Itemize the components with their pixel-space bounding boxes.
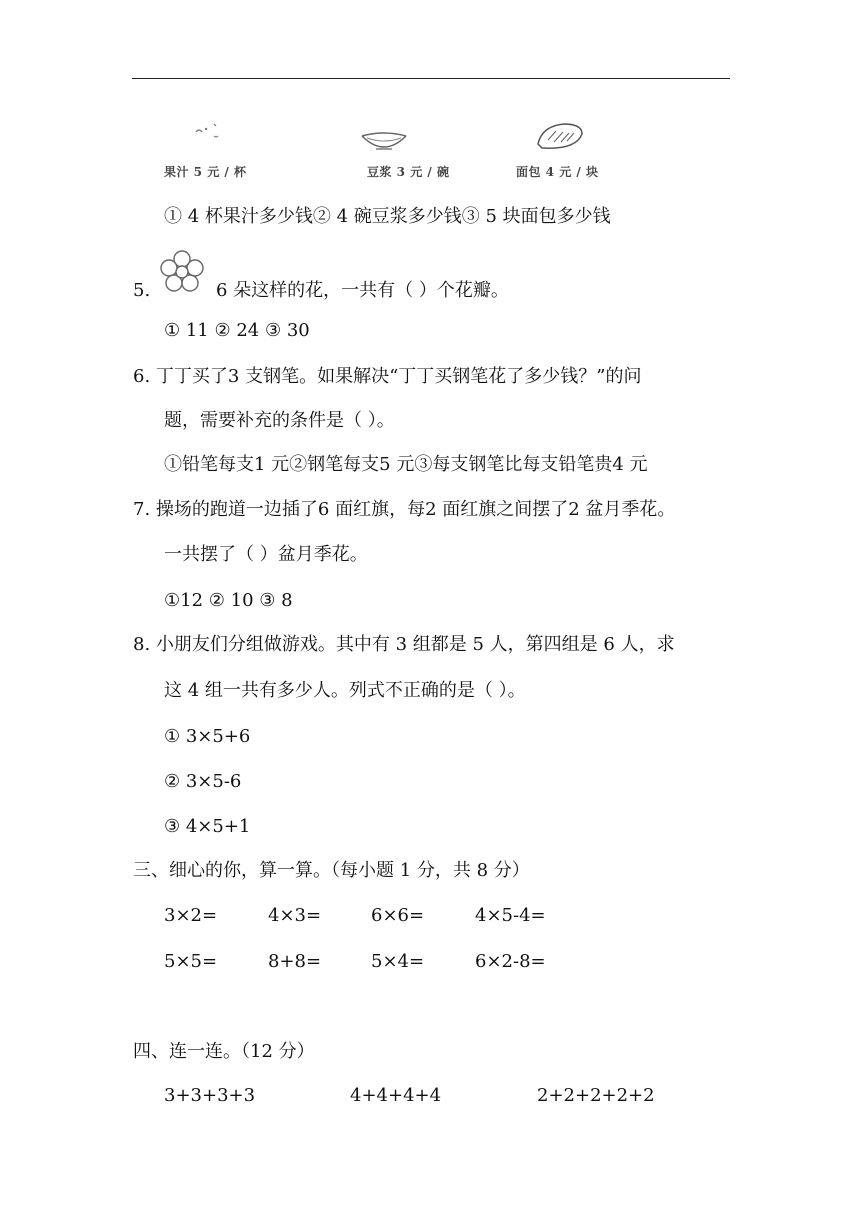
section3-title: 三、细心的你，算一算。（每小题 1 分，共 8 分） [133,860,530,881]
section4-title: 四、连一连。（12 分） [133,1041,315,1062]
food-caption-bread: 面包 4 元 / 块 [516,165,599,179]
q7-line1: 7. 操场的跑道一边插了6 面红旗，每2 面红旗之间摆了2 盆月季花。 [133,499,676,520]
calc-item: 3×2= [164,905,218,926]
match-item: 3+3+3+3 [164,1085,256,1106]
bread-icon [534,120,586,154]
q5-number: 5. [133,280,151,301]
q6-options: ①铅笔每支1 元②钢笔每支5 元③每支钢笔比每支铅笔贵4 元 [164,454,648,475]
q4-options: ① 4 杯果汁多少钱② 4 碗豆浆多少钱③ 5 块面包多少钱 [164,206,611,227]
q8-line2: 这 4 组一共有多少人。列式不正确的是（ ）。 [164,680,526,701]
q6-line2: 题，需要补充的条件是（ ）。 [164,410,395,431]
juice-icon [190,118,230,148]
q7-options: ①12 ② 10 ③ 8 [164,590,293,611]
calc-item: 6×2-8= [475,951,546,972]
calc-item: 5×4= [371,951,425,972]
q8-option-1: ① 3×5+6 [164,726,251,747]
match-item: 4+4+4+4 [350,1085,442,1106]
q5-options: ① 11 ② 24 ③ 30 [164,320,310,341]
food-caption-soymilk: 豆浆 3 元 / 碗 [367,165,450,179]
flower-icon [158,249,206,295]
calc-item: 4×5-4= [475,905,546,926]
match-item: 2+2+2+2+2 [537,1085,655,1106]
calc-item: 6×6= [371,905,425,926]
calc-item: 8+8= [268,951,322,972]
q8-line1: 8. 小朋友们分组做游戏。其中有 3 组都是 5 人，第四组是 6 人，求 [133,634,675,655]
header-rule [132,78,730,79]
bowl-icon [358,126,410,154]
q5-text: 6 朵这样的花，一共有（ ）个花瓣。 [216,280,509,301]
calc-item: 4×3= [268,905,322,926]
q8-option-3: ③ 4×5+1 [164,816,251,837]
food-caption-juice: 果汁 5 元 / 杯 [164,165,247,179]
calc-item: 5×5= [164,951,218,972]
q8-option-2: ② 3×5-6 [164,771,242,792]
q7-line2: 一共摆了（ ）盆月季花。 [164,544,368,565]
q6-line1: 6. 丁丁买了3 支钢笔。如果解决“丁丁买钢笔花了多少钱？”的问 [133,366,642,387]
